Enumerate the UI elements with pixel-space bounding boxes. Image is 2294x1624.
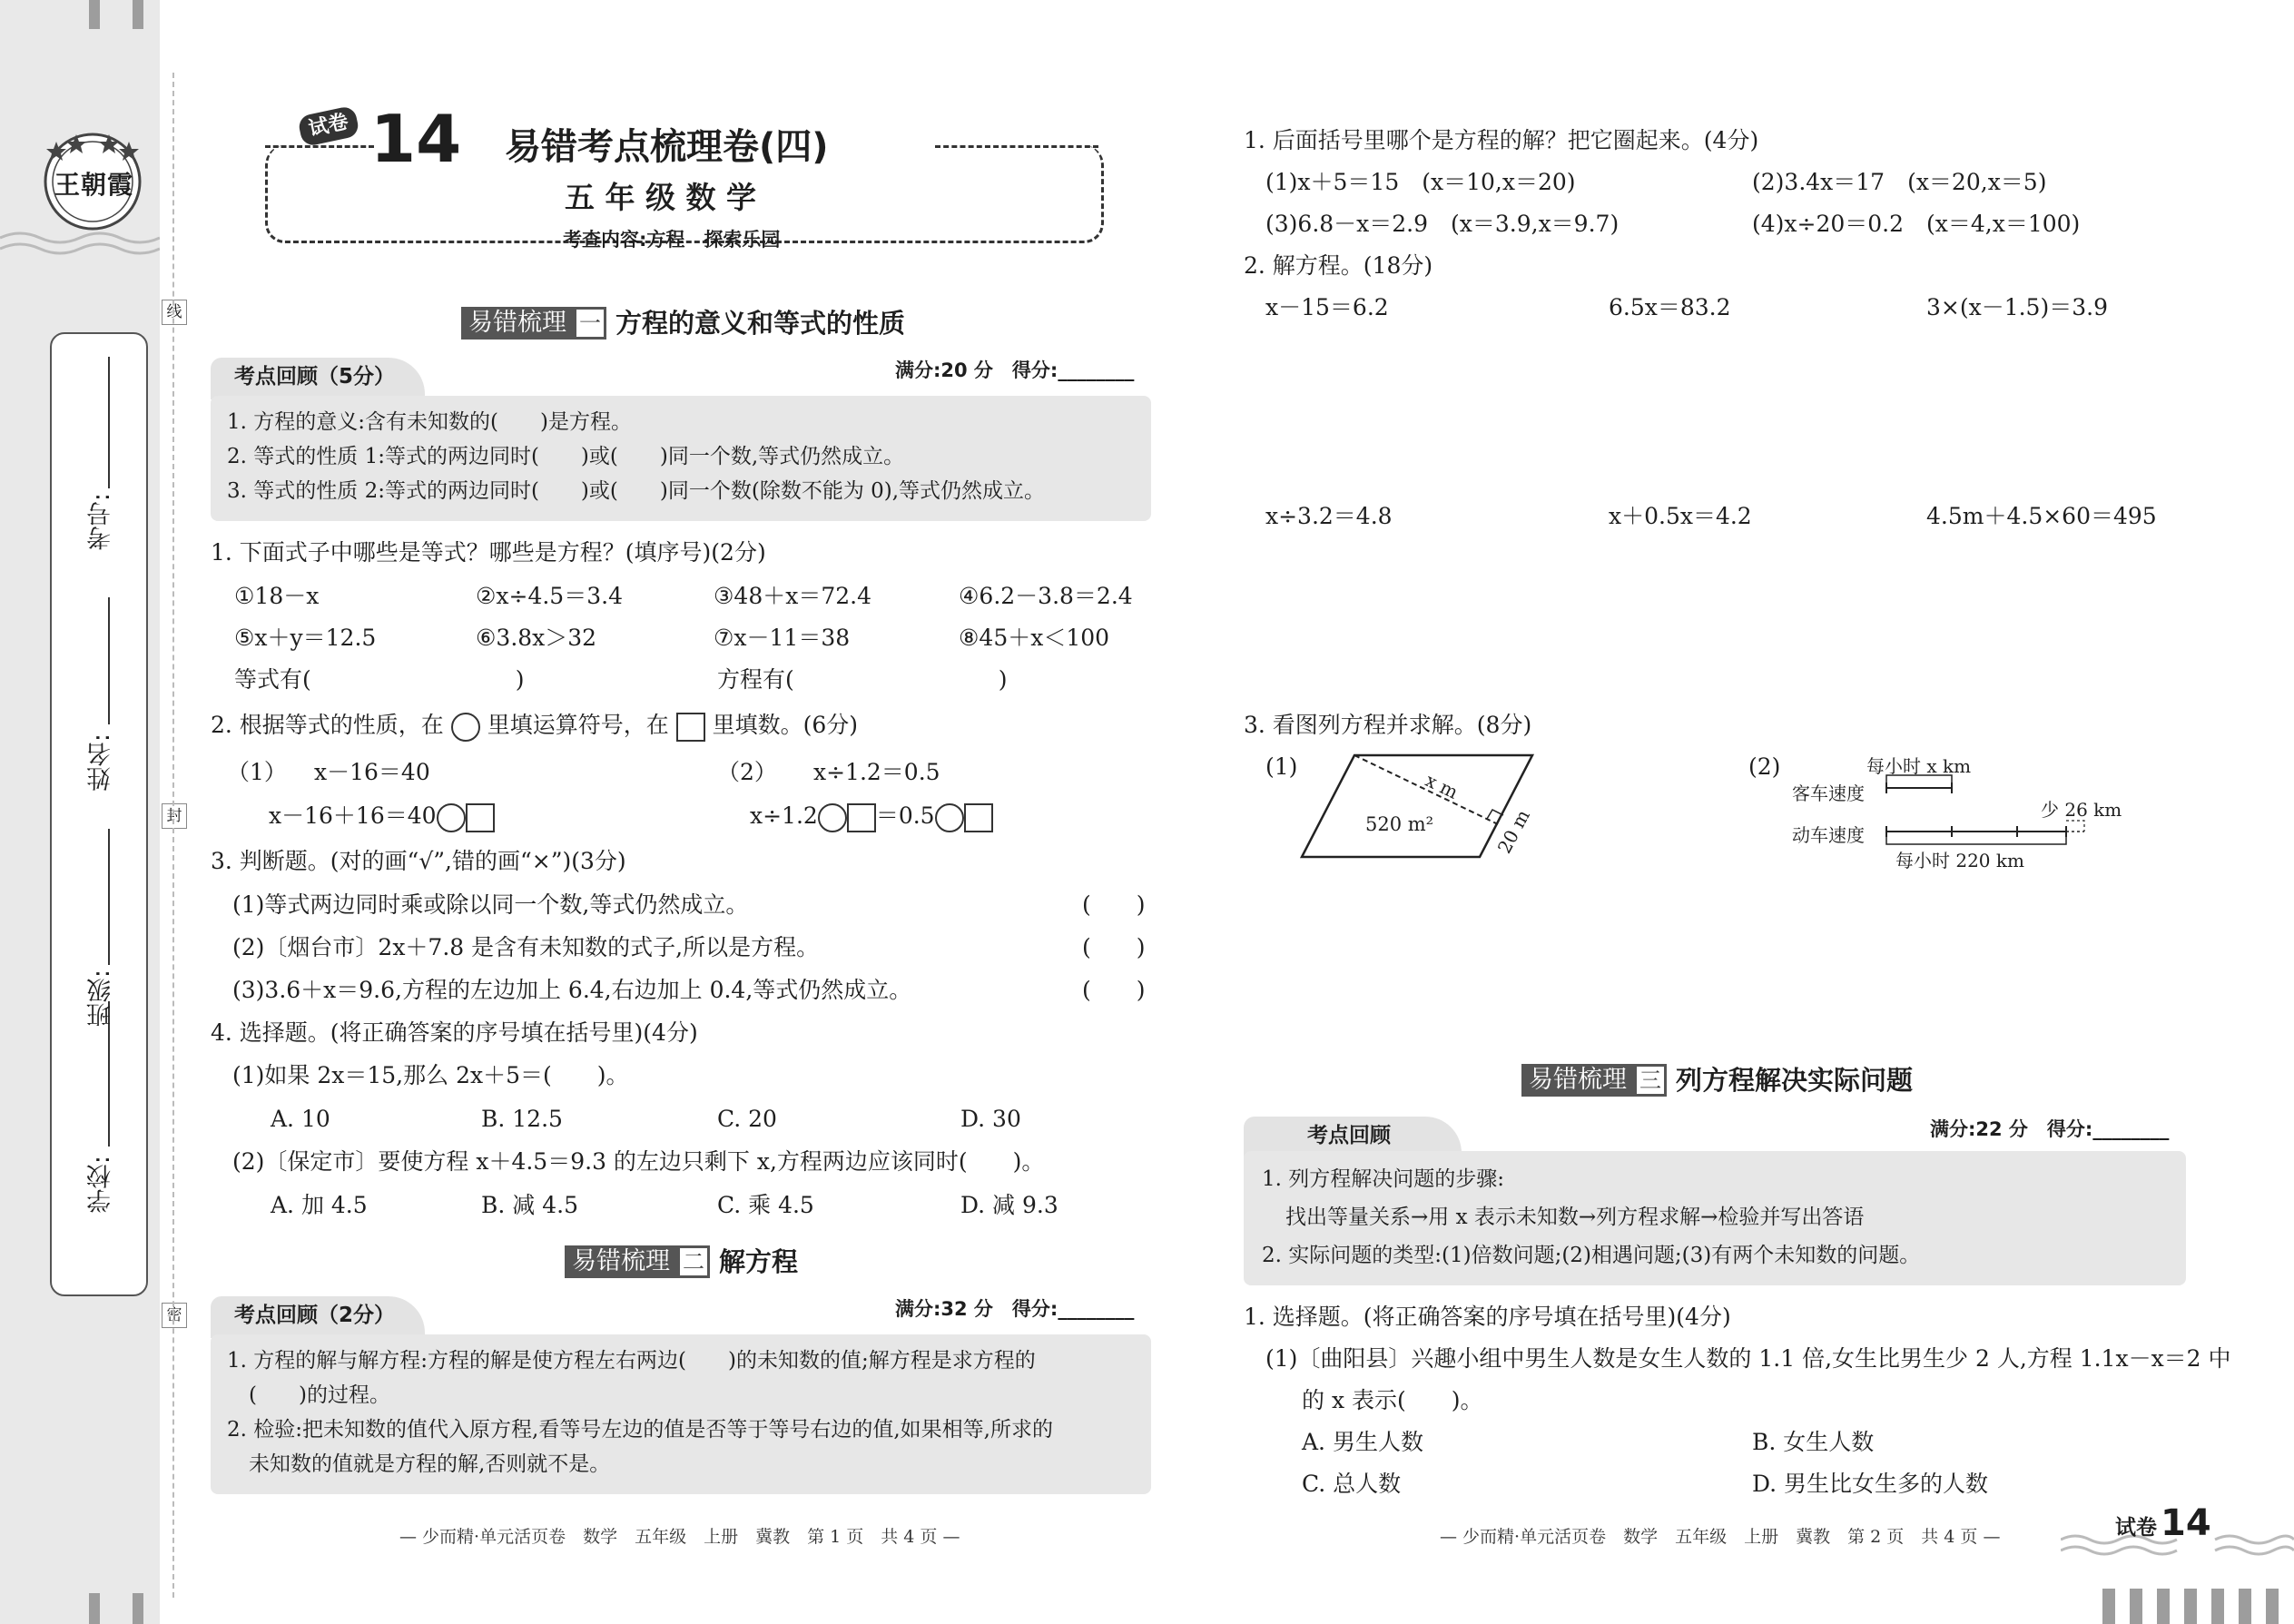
number-label: 考号: bbox=[87, 493, 115, 551]
footer-badge-label: 试卷 bbox=[2115, 1516, 2157, 1540]
bottom-mark bbox=[2266, 1589, 2279, 1624]
less-26-label: 少 26 km bbox=[2041, 799, 2122, 821]
section-2-num: 二 bbox=[677, 1245, 710, 1278]
bottom-mark bbox=[2130, 1589, 2142, 1624]
section-3-heading: 列方程解决实际问题 bbox=[1676, 1065, 1914, 1096]
class-label: 班级: bbox=[87, 969, 115, 1028]
section-1-tag: 易错梳理 bbox=[461, 307, 574, 340]
side-label: 20 m bbox=[1492, 805, 1534, 858]
s1-q4-p2-opt-c[interactable]: C. 乘 4.5 bbox=[717, 1192, 814, 1218]
s1-q4-p2: (2)〔保定市〕要使方程 x＋4.5＝9.3 的左边只剩下 x,方程两边应该同时( )。 bbox=[232, 1148, 1045, 1175]
s1-q2-p2-eq: x÷1.2＝0.5 bbox=[813, 759, 940, 785]
s1-q1-item-5: ⑤x＋y＝12.5 bbox=[234, 625, 377, 651]
paper-title: 易错考点梳理卷(四) bbox=[505, 126, 829, 168]
seal-char-mi: 密 bbox=[162, 1303, 187, 1328]
s1-q2-p2-work-a: x÷1.2 bbox=[750, 802, 818, 829]
s1-q2-p2-label: （2） bbox=[717, 759, 777, 785]
s1-q1-answer-formulas[interactable]: 方程有( ) bbox=[717, 666, 1008, 693]
s1-q2-p1-work-text: x－16＋16＝40 bbox=[269, 802, 437, 829]
s1-q2-stem-a: 2. 根据等式的性质，在 bbox=[211, 712, 444, 738]
bottom-mark bbox=[2211, 1589, 2224, 1624]
section-1-heading: 方程的意义和等式的性质 bbox=[615, 308, 906, 339]
s1-q3-stem: 3. 判断题。(对的画“√”,错的画“×”)(3分) bbox=[211, 848, 626, 874]
paper-badge: 试卷 bbox=[297, 105, 360, 148]
section-3-tag: 易错梳理 bbox=[1521, 1064, 1634, 1097]
area-label: 520 m² bbox=[1365, 813, 1434, 835]
s1-q2-stem-c: 里填数。(6分) bbox=[712, 712, 859, 738]
r-q2-eq-6: 4.5m＋4.5×60＝495 bbox=[1926, 503, 2157, 529]
bottom-mark bbox=[2184, 1589, 2197, 1624]
binding-mark bbox=[89, 0, 100, 29]
r-q1-item-3: (3)6.8－x＝2.9 (x＝3.9,x＝9.7) bbox=[1265, 211, 1620, 237]
s1-review-line-1: 1. 方程的意义:含有未知数的( )是方程。 bbox=[227, 410, 632, 434]
s1-q4-p1: (1)如果 2x＝15,那么 2x＋5＝( )。 bbox=[232, 1062, 629, 1088]
number-blank[interactable] bbox=[847, 803, 876, 832]
seal-char-xian: 线 bbox=[162, 300, 187, 325]
s1-q3-item-2: (2)〔烟台市〕2x＋7.8 是含有未知数的式子,所以是方程。 bbox=[232, 934, 820, 960]
section-2-heading: 解方程 bbox=[719, 1246, 799, 1277]
r-q4-line-2: 的 x 表示( )。 bbox=[1302, 1387, 1483, 1413]
publisher-logo bbox=[38, 127, 147, 236]
s1-q3-item-1: (1)等式两边同时乘或除以同一个数,等式仍然成立。 bbox=[232, 891, 749, 918]
section-1-title bbox=[461, 307, 905, 340]
operator-blank[interactable] bbox=[935, 803, 964, 832]
s2-review-line-1: 1. 方程的解与解方程:方程的解是使方程左右两边( )的未知数的值;解方程是求方程的 bbox=[227, 1349, 1036, 1373]
section-2-tag: 易错梳理 bbox=[565, 1245, 677, 1278]
s3-review-line-2: 找出等量关系→用 x 表示未知数→列方程求解→检验并写出答语 bbox=[1285, 1206, 1865, 1229]
logo-text: 王朝霞 bbox=[54, 170, 134, 200]
section-3-title bbox=[1521, 1064, 1913, 1097]
s1-q1-item-2: ②x÷4.5＝3.4 bbox=[476, 583, 623, 609]
section-3-review-label: 考点回顾 bbox=[1307, 1124, 1391, 1147]
section-1-review-label: 考点回顾（5分） bbox=[234, 365, 396, 389]
bottom-mark bbox=[2102, 1589, 2115, 1624]
footer-right: — 少而精·单元活页卷 数学 五年级 上册 冀教 第 2 页 共 4 页 — bbox=[1440, 1527, 2001, 1547]
s1-q4-p1-opt-d[interactable]: D. 30 bbox=[960, 1106, 1021, 1132]
operator-blank[interactable] bbox=[437, 803, 466, 832]
speed-segment-diagram bbox=[1790, 750, 2122, 873]
subject-title: 五 年 级 数 学 bbox=[565, 180, 756, 215]
r-q1-stem: 1. 后面括号里哪个是方程的解？把它圈起来。(4分) bbox=[1244, 127, 1759, 153]
s1-q2-stem bbox=[211, 712, 858, 742]
s1-review-line-3: 3. 等式的性质 2:等式的两边同时( )或( )同一个数(除数不能为 0),等式仍然成立。 bbox=[227, 479, 1046, 503]
s1-q4-p2-opt-d[interactable]: D. 减 9.3 bbox=[960, 1192, 1058, 1218]
paper-number: 14 bbox=[370, 101, 462, 177]
per-hour-x-label: 每小时 x km bbox=[1866, 755, 1972, 777]
bottom-mark bbox=[2157, 1589, 2170, 1624]
r-q4-stem: 1. 选择题。(将正确答案的序号填在括号里)(4分) bbox=[1244, 1304, 1731, 1330]
number-line[interactable] bbox=[108, 357, 110, 488]
s1-q1-item-6: ⑥3.8x＞32 bbox=[476, 625, 597, 651]
s1-q2-stem-b: 里填运算符号，在 bbox=[487, 712, 669, 738]
s3-review-line-1: 1. 列方程解决问题的步骤: bbox=[1262, 1167, 1505, 1191]
s2-review-line-2: ( )的过程。 bbox=[249, 1383, 390, 1407]
r-q1-item-2: (2)3.4x＝17 (x＝20,x＝5) bbox=[1752, 169, 2047, 195]
seal-char-feng: 封 bbox=[162, 803, 187, 829]
s3-review-line-3: 2. 实际问题的类型:(1)倍数问题;(2)相遇问题;(3)有两个未知数的问题。 bbox=[1262, 1244, 1921, 1267]
per-hour-220-label: 每小时 220 km bbox=[1895, 850, 2024, 871]
r-q3-p2-label: (2) bbox=[1748, 753, 1781, 780]
s1-q3-answer-3[interactable]: ( ) bbox=[1082, 977, 1146, 1003]
header-top-line-right bbox=[935, 145, 1098, 148]
s1-q4-p1-opt-b[interactable]: B. 12.5 bbox=[481, 1106, 563, 1132]
footer-left: — 少而精·单元活页卷 数学 五年级 上册 冀教 第 1 页 共 4 页 — bbox=[399, 1527, 960, 1547]
logo-wave-decoration bbox=[0, 227, 160, 263]
r-q4-opt-d[interactable]: D. 男生比女生多的人数 bbox=[1752, 1471, 1989, 1497]
r-q3-p1-label: (1) bbox=[1265, 753, 1298, 780]
r-q4-opt-b[interactable]: B. 女生人数 bbox=[1752, 1429, 1875, 1455]
s1-q1-answer-equations[interactable]: 等式有( ) bbox=[234, 666, 525, 693]
number-blank[interactable] bbox=[466, 803, 495, 832]
binding-mark bbox=[133, 0, 143, 29]
r-q1-item-1: (1)x＋5＝15 (x＝10,x＝20) bbox=[1265, 169, 1576, 195]
circle-symbol bbox=[451, 713, 480, 742]
operator-blank[interactable] bbox=[818, 803, 847, 832]
height-label: x m bbox=[1422, 769, 1462, 803]
s1-q2-p2-work bbox=[750, 802, 993, 832]
square-symbol bbox=[676, 713, 705, 742]
r-q4-line-1: (1)〔曲阳县〕兴趣小组中男生人数是女生人数的 1.1 倍,女生比男生少 2 人,方程 1.1x－x＝2 中 bbox=[1265, 1345, 2231, 1372]
s1-q1-item-7: ⑦x－11＝38 bbox=[714, 625, 851, 651]
bus-speed-label: 客车速度 bbox=[1792, 782, 1865, 804]
train-speed-label: 动车速度 bbox=[1792, 824, 1865, 846]
s1-q2-p1-label: （1） bbox=[227, 759, 287, 785]
section-1-num: 一 bbox=[574, 307, 606, 340]
section-1-score: 满分:20 分 得分:________ bbox=[895, 359, 1135, 381]
s1-q4-p2-opt-b[interactable]: B. 减 4.5 bbox=[481, 1192, 578, 1218]
s2-review-line-4: 未知数的值就是方程的解,否则就不是。 bbox=[249, 1452, 611, 1476]
binding-mark bbox=[89, 1593, 100, 1624]
s1-q1-item-1: ①18－x bbox=[234, 583, 320, 609]
s1-q3-answer-1[interactable]: ( ) bbox=[1082, 891, 1146, 918]
binding-mark bbox=[133, 1593, 143, 1624]
r-q2-eq-5: x＋0.5x＝4.2 bbox=[1609, 503, 1752, 529]
s1-q4-p1-opt-c[interactable]: C. 20 bbox=[717, 1106, 777, 1132]
section-2-title bbox=[565, 1245, 798, 1278]
section-3-num: 三 bbox=[1634, 1064, 1667, 1097]
s1-q4-p2-opt-a[interactable]: A. 加 4.5 bbox=[271, 1192, 368, 1218]
class-line[interactable] bbox=[108, 829, 110, 965]
r-q2-eq-3: 3×(x－1.5)＝3.9 bbox=[1926, 294, 2108, 320]
r-q2-eq-4: x÷3.2＝4.8 bbox=[1265, 503, 1393, 529]
s1-q1-item-8: ⑧45＋x＜100 bbox=[959, 625, 1110, 651]
section-2-score: 满分:32 分 得分:________ bbox=[895, 1298, 1135, 1320]
name-label: 姓名: bbox=[87, 733, 115, 792]
s1-q1-item-3: ③48＋x＝72.4 bbox=[714, 583, 871, 609]
section-2-review-label: 考点回顾（2分） bbox=[234, 1304, 396, 1327]
r-q3-stem: 3. 看图列方程并求解。(8分) bbox=[1244, 712, 1532, 738]
footer-badge-number: 14 bbox=[2161, 1502, 2211, 1544]
s1-q4-p1-opt-a[interactable]: A. 10 bbox=[271, 1106, 330, 1132]
number-blank[interactable] bbox=[964, 803, 993, 832]
r-q2-eq-2: 6.5x＝83.2 bbox=[1609, 294, 1731, 320]
s1-q2-p1-work bbox=[269, 802, 495, 832]
name-line[interactable] bbox=[108, 597, 110, 724]
r-q2-eq-1: x－15＝6.2 bbox=[1265, 294, 1389, 320]
header-top-line-left bbox=[265, 145, 374, 148]
school-label: 学校: bbox=[87, 1156, 115, 1214]
s1-q1-item-4: ④6.2－3.8＝2.4 bbox=[959, 583, 1133, 609]
s1-q2-p2-work-b: ＝0.5 bbox=[875, 802, 935, 829]
r-q4-opt-c[interactable]: C. 总人数 bbox=[1302, 1471, 1402, 1497]
s2-review-line-3: 2. 检验:把未知数的值代入原方程,看等号左边的值是否等于等号右边的值,如果相等,所求的 bbox=[227, 1418, 1053, 1442]
seal-line bbox=[172, 73, 174, 1598]
s1-q2-p1-eq: x－16＝40 bbox=[314, 759, 430, 785]
r-q2-stem: 2. 解方程。(18分) bbox=[1244, 252, 1433, 279]
student-info-card bbox=[50, 332, 148, 1296]
s1-q1-stem: 1. 下面式子中哪些是等式？哪些是方程？(填序号)(2分) bbox=[211, 539, 766, 566]
r-q1-item-4: (4)x÷20＝0.2 (x＝4,x＝100) bbox=[1752, 211, 2081, 237]
exam-content: 考查内容:方程 探索乐园 bbox=[563, 229, 781, 251]
s1-q3-item-3: (3)3.6＋x＝9.6,方程的左边加上 6.4,右边加上 0.4,等式仍然成立。 bbox=[232, 977, 912, 1003]
r-q4-opt-a[interactable]: A. 男生人数 bbox=[1302, 1429, 1423, 1455]
bottom-mark bbox=[2239, 1589, 2251, 1624]
parallelogram-figure bbox=[1298, 750, 1545, 864]
section-3-score: 满分:22 分 得分:________ bbox=[1930, 1118, 2170, 1140]
s1-review-line-2: 2. 等式的性质 1:等式的两边同时( )或( )同一个数,等式仍然成立。 bbox=[227, 445, 905, 468]
s1-q3-answer-2[interactable]: ( ) bbox=[1082, 934, 1146, 960]
s1-q4-stem: 4. 选择题。(将正确答案的序号填在括号里)(4分) bbox=[211, 1019, 698, 1046]
